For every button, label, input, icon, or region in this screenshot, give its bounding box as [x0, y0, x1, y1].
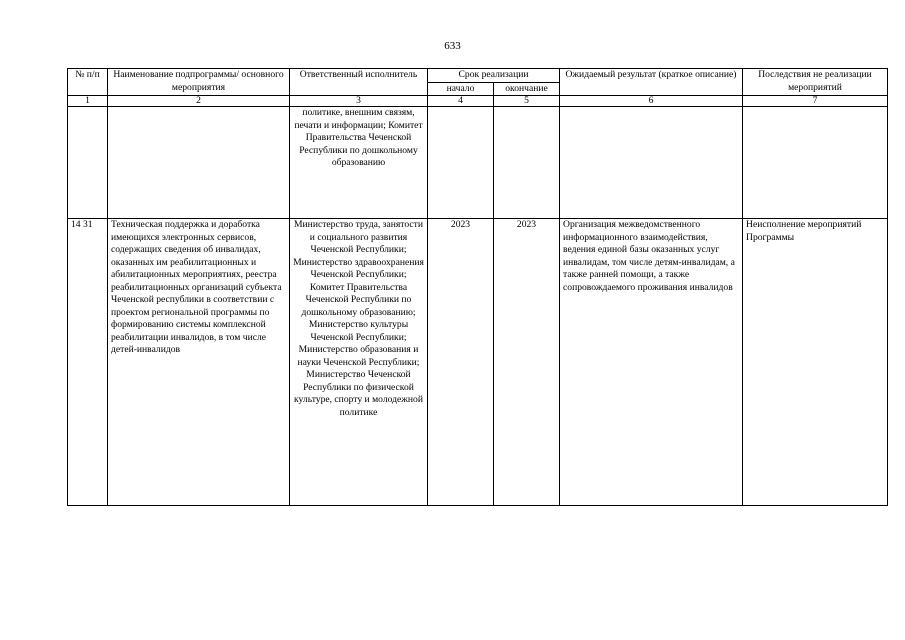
row-start: 2023 — [428, 219, 494, 506]
row-activity-name: Техническая поддержка и доработка имеющихся электронных сервисов, содержащих сведения об инвалидах, оказанных им реабилитационных и абилитационных мероприятиях, реестра реабилитационных организаций субъекта Чеченской республики в соответствии с проектом региональной программы по формированию системы комплексной реабилитации инвалидов, в том числе детей-инвалидов — [108, 219, 290, 506]
table-row — [68, 219, 888, 506]
header-implementation-period: Срок реализации — [428, 69, 560, 83]
header-start: начало — [428, 82, 494, 96]
header-row-top — [68, 69, 888, 83]
column-number: 4 — [428, 96, 494, 107]
column-number: 1 — [68, 96, 108, 107]
program-activities-table — [67, 68, 888, 506]
table-row — [68, 107, 888, 219]
row-number — [68, 107, 108, 219]
column-numbers-row — [68, 96, 888, 107]
header-end: окончание — [494, 82, 560, 96]
row-consequences — [743, 107, 888, 219]
row-start — [428, 107, 494, 219]
column-number: 7 — [743, 96, 888, 107]
column-number: 2 — [108, 96, 290, 107]
row-activity-name — [108, 107, 290, 219]
column-number: 5 — [494, 96, 560, 107]
header-activity-name: Наименование подпрограммы/ основного мероприятия — [108, 69, 290, 96]
column-number: 3 — [290, 96, 428, 107]
row-end: 2023 — [494, 219, 560, 506]
column-number: 6 — [560, 96, 743, 107]
row-number: 14 31 — [68, 219, 108, 506]
row-expected-result: Организация межведомственного информационного взаимодействия, ведения единой базы оказанных услуг инвалидам, том числе детям-инвалидам, а также ранней помощи, а также сопровождаемого проживания инвалидов — [560, 219, 743, 506]
header-number: № п/п — [68, 69, 108, 96]
header-expected-result: Ожидаемый результат (краткое описание) — [560, 69, 743, 96]
page-number: 633 — [444, 40, 461, 52]
row-consequences: Неисполнение мероприятий Программы — [743, 219, 888, 506]
row-end — [494, 107, 560, 219]
header-responsible: Ответственный исполнитель — [290, 69, 428, 96]
row-responsible: Министерство труда, занятости и социального развития Чеченской Республики; Министерство здравоохранения Чеченской Республики; Комитет Правительства Чеченской Республики по дошкольному образованию; Министерство культуры Чеченской Республики; Министерство образования и науки Чеченской Республики; Министерство Чеченской Республики по физической культуре, спорту и молодежной политике — [290, 219, 428, 506]
row-responsible: политике, внешним связям, печати и информации; Комитет Правительства Чеченской Республики по дошкольному образованию — [290, 107, 428, 219]
row-expected-result — [560, 107, 743, 219]
header-consequences: Последствия не реализации мероприятий — [743, 69, 888, 96]
